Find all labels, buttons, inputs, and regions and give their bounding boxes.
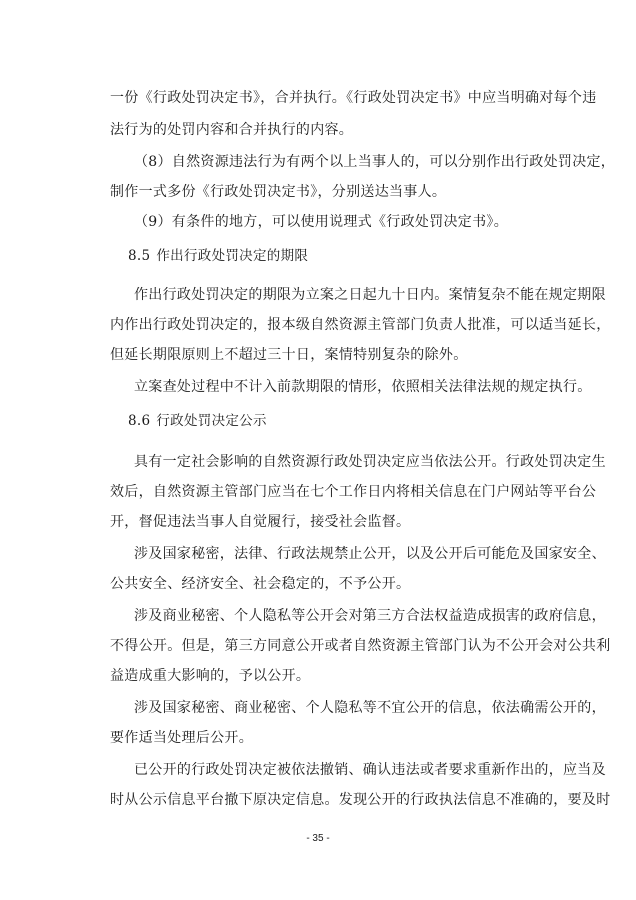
paragraph-line: 不得公开。但是，第三方同意公开或者自然资源主管部门认为不公开会对公共利: [110, 638, 611, 654]
paragraph-line: 开，督促违法当事人自觉履行，接受社会监督。: [110, 514, 411, 530]
paragraph-line: 涉及国家秘密、商业秘密、个人隐私等不宜公开的信息，依法确需公开的，: [134, 700, 606, 716]
paragraph-line: 时从公示信息平台撤下原决定信息。发现公开的行政执法信息不准确的，要及时: [110, 792, 611, 808]
page-number: - 35 -: [306, 833, 330, 844]
paragraph-line: 制作一式多份《行政处罚决定书》，分别送达当事人。: [110, 184, 447, 200]
paragraph-line: 一份《行政处罚决定书》，合并执行。《行政处罚决定书》中应当明确对每个违: [110, 90, 597, 106]
paragraph-line: 已公开的行政处罚决定被依法撤销、确认违法或者要求重新作出的，应当及: [134, 762, 606, 778]
paragraph-line: 公共安全、经济安全、社会稳定的，不予公开。: [110, 576, 411, 592]
paragraph-line: 立案查处过程中不计入前款期限的情形，依照相关法律法规的规定执行。: [134, 379, 592, 395]
paragraph-line: 但延长期限原则上不超过三十日，案情特别复杂的除外。: [110, 347, 468, 363]
paragraph-line: 涉及商业秘密、个人隐私等公开会对第三方合法权益造成损害的政府信息，: [134, 608, 606, 624]
section-number: 8.5: [128, 248, 151, 264]
section-heading-8-6: [128, 411, 267, 431]
section-heading-8-5: [128, 246, 308, 266]
paragraph-line: 法行为的处罚内容和合并执行的内容。: [110, 122, 354, 138]
section-number: 8.6: [128, 413, 151, 429]
section-title: 作出行政处罚决定的期限: [156, 248, 309, 264]
section-title: 行政处罚决定公示: [156, 413, 267, 429]
paragraph-line: 效后，自然资源主管部门应当在七个工作日内将相关信息在门户网站等平台公: [110, 484, 597, 500]
paragraph-line: 内作出行政处罚决定的，报本级自然资源主管部门负责人批准，可以适当延长，: [110, 317, 611, 333]
paragraph-line: （8）自然资源违法行为有两个以上当事人的，可以分别作出行政处罚决定，: [134, 154, 616, 170]
paragraph-line: 具有一定社会影响的自然资源行政处罚决定应当依法公开。行政处罚决定生: [134, 454, 606, 470]
paragraph-line: 益造成重大影响的，予以公开。: [110, 668, 311, 684]
paragraph-line: 涉及国家秘密，法律、行政法规禁止公开，以及公开后可能危及国家安全、: [134, 546, 606, 562]
paragraph-line: （9）有条件的地方，可以使用说理式《行政处罚决定书》。: [134, 214, 509, 230]
paragraph-line: 要作适当处理后公开。: [110, 730, 253, 746]
paragraph-line: 作出行政处罚决定的期限为立案之日起九十日内。案情复杂不能在规定期限: [134, 287, 606, 303]
